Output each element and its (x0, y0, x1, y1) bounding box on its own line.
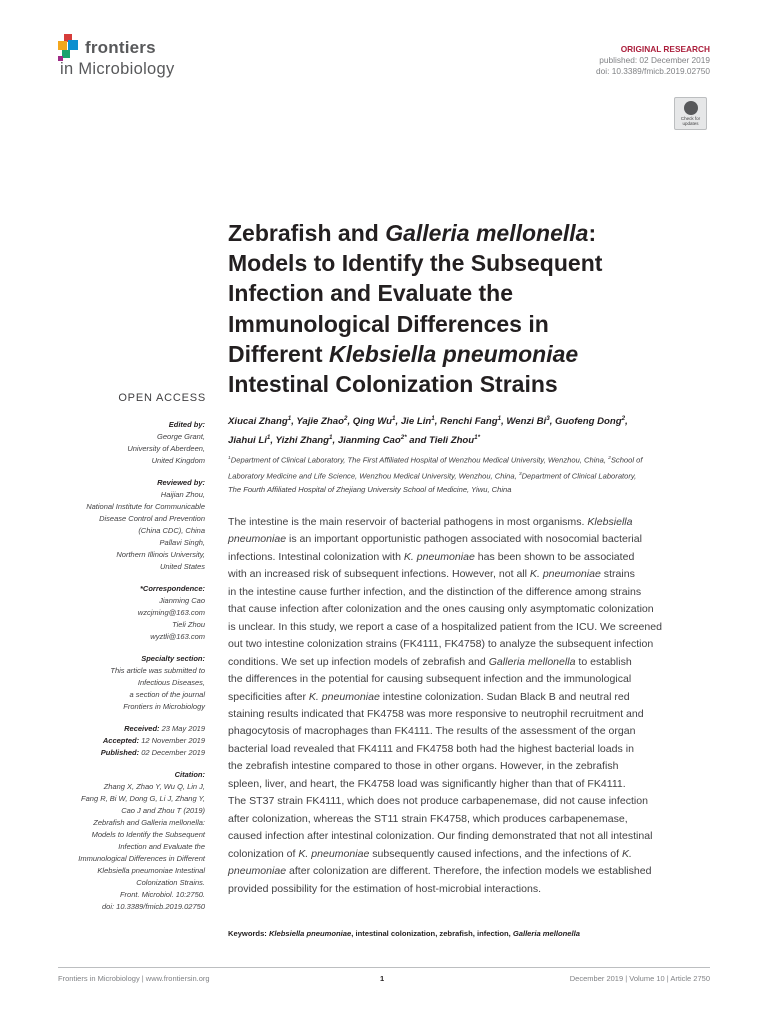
metadata-line: Disease Control and Prevention (99, 514, 205, 523)
metadata-line: Zhang X, Zhao Y, Wu Q, Lin J, (103, 782, 205, 791)
text-line: caused infection after intestinal colonization. Our finding demonstrated that not all intestinal (228, 830, 653, 843)
logo-wordmark-journal: in Microbiology (60, 60, 175, 78)
specialty-section: Specialty section: This article was submitted to Infectious Diseases, a section of the journal Frontiers in Microbiology (52, 653, 205, 713)
metadata-line: doi: 10.3389/fmicb.2019.02750 (102, 902, 205, 911)
metadata-line: Cao J and Zhou T (2019) (121, 806, 205, 815)
frontiers-logo-icon[interactable] (58, 34, 82, 62)
metadata-line: United States (159, 562, 205, 571)
sidebar-metadata (52, 419, 205, 923)
text-line: spleen, liver, and heart, the FK4758 load was significantly higher than that of FK4111. (228, 777, 626, 790)
metadata-line: This article was submitted to (110, 666, 205, 675)
metadata-line: Colonization Strains. (136, 878, 205, 887)
text-line: infections. Intestinal colonization with K. pneumoniae has been shown to be associated (228, 550, 635, 563)
metadata-line: Tieli Zhou (172, 620, 205, 629)
footer-journal[interactable]: Frontiers in Microbiology | www.frontiersin.org (58, 974, 210, 983)
footer-divider (58, 967, 710, 968)
article-header-meta (596, 44, 710, 77)
text-line: conditions. We set up infection models of zebrafish and Galleria mellonella to establish (228, 655, 632, 668)
text-line: $^1$Department of Clinical Laboratory, The First Affiliated Hospital of Wenzhou Medical University, Wenzhou, China, $^2$School of (228, 455, 643, 465)
text-line: out two intestine colonization strains (FK4111, FK4758) to analyze the subsequent infection (228, 638, 654, 651)
text-line: bacterial load revealed that FK4111 and FK4758 both had the highest bacterial loads in (228, 742, 634, 755)
text-line: pneumoniae after colonization are different. Therefore, the infection models we established (228, 865, 652, 878)
published-date-sidebar: Published: 02 December 2019 (100, 748, 205, 757)
check-for-updates-label: Check for updates (680, 116, 701, 126)
text-line: after colonization, whereas the ST11 strain FK4758, which produces carbapenemase, (228, 812, 628, 825)
abstract (228, 514, 712, 898)
specialty-lines (52, 665, 205, 713)
footer-issue-info: December 2019 | Volume 10 | Article 2750 (569, 974, 710, 983)
text-line: the zebrafish intestine compared to those in other organs. However, in the zebrafish (228, 760, 619, 773)
text-line: is unclear. In this study, we report a case of a hospitalized patient from the ICU. We screened (228, 620, 663, 633)
metadata-line: Infection and Evaluate the (118, 842, 205, 851)
text-line: with an increased risk of subsequent infections. However, not all K. pneumoniae strains (228, 568, 635, 581)
page-number: 1 (380, 974, 385, 983)
metadata-line: Models to Identify the Subsequent (91, 830, 205, 839)
text-line: Xiucai Zhang$^1$, Yajie Zhao$^2$, Qing Wu$^1$, Jie Lin$^1$, Renchi Fang$^1$, Wenzi Bi$^3$, Guofeng Dong$^2$, (228, 415, 628, 428)
metadata-line: George Grant, (157, 432, 205, 441)
received-date: Received: 23 May 2019 (124, 724, 205, 733)
metadata-line: Klebsiella pneumoniae Intestinal (97, 866, 205, 875)
metadata-line: Zebrafish and Galleria mellonella: (93, 818, 205, 827)
author-list (228, 411, 713, 448)
affiliations (228, 452, 713, 497)
metadata-line: Jianming Cao (159, 596, 205, 605)
metadata-line: Frontiers in Microbiology (123, 702, 205, 711)
text-line: the differences in the potential for causing subsequent infection and the immunological (228, 673, 632, 686)
editor-lines (52, 431, 205, 467)
metadata-line: Infectious Diseases, (137, 678, 205, 687)
text-line: Different Klebsiella pneumoniae (228, 340, 579, 367)
reviewed-by-section: Reviewed by: Haijian Zhou, National Institute for Communicable Disease Control and Prevention (China CDC), China Pallavi Singh, Northern Illinois University, United States (52, 477, 205, 573)
correspondence-section: *Correspondence: Jianming Cao wzcjming@163.com Tieli Zhou wyztli@163.com (52, 583, 205, 643)
text-line: Jiahui Li$^1$, Yizhi Zhang$^1$, Jianming Cao$^{2*}$ and Tieli Zhou$^{1*}$ (228, 433, 481, 446)
text-line: pneumoniae is an important opportunistic pathogen associated with nosocomial bacterial (228, 533, 642, 546)
article-doi[interactable]: doi: 10.3389/fmicb.2019.02750 (596, 66, 710, 76)
text-line: The intestine is the main reservoir of bacterial pathogens in most organisms. Klebsiella (228, 516, 633, 528)
metadata-line: wzcjming@163.com (137, 608, 205, 617)
metadata-line: Northern Illinois University, (116, 550, 205, 559)
text-line: provided possibility for the estimation of host-microbial interactions. (228, 882, 542, 895)
text-line: Models to Identify the Subsequent (228, 250, 603, 277)
text-line: specificities after K. pneumoniae intestine colonization. Sudan Black B and neutral red (228, 690, 630, 703)
metadata-line: University of Aberdeen, (127, 444, 205, 453)
text-line: Zebrafish and Galleria mellonella: (228, 220, 597, 246)
text-line: Infection and Evaluate the (228, 280, 513, 307)
metadata-line: a section of the journal (129, 690, 205, 699)
metadata-line: (China CDC), China (138, 526, 205, 535)
metadata-line: Pallavi Singh, (159, 538, 205, 547)
text-line: Laboratory Medicine and Life Science, Wenzhou Medical University, Wenzhou, China, $^3$Department of Clinical Laboratory, (228, 471, 637, 481)
accepted-date: Accepted: 12 November 2019 (102, 736, 205, 745)
dates-section (52, 723, 205, 759)
update-check-icon (684, 101, 698, 115)
correspondence-lines[interactable] (52, 595, 205, 643)
text-line: The Fourth Affiliated Hospital of Zhejiang University School of Medicine, Yiwu, China (228, 485, 512, 495)
text-line: that cause infection after colonization and the ones causing only asymptomatic colonization (228, 603, 654, 616)
article-type: ORIGINAL RESEARCH (620, 44, 710, 54)
check-for-updates-badge[interactable] (674, 97, 707, 130)
metadata-line: Fang R, Bi W, Dong G, Li J, Zhang Y, (81, 794, 205, 803)
metadata-line: National Institute for Communicable (86, 502, 205, 511)
reviewer-lines (52, 489, 205, 573)
text-line: colonization of K. pneumoniae subsequently caused infections, and the infections of K. (228, 847, 632, 860)
published-date: published: 02 December 2019 (599, 55, 710, 65)
open-access-label: OPEN ACCESS (118, 392, 206, 404)
article-title (228, 218, 688, 399)
citation-lines (52, 781, 205, 913)
text-line: phagocytosis of macrophages than FK4111. The results of the assessment of the organ (228, 725, 636, 738)
text-line: Intestinal Colonization Strains (228, 371, 558, 398)
text-line: in the intestine cause further infection, and the distinction of the difference among strains (228, 585, 642, 598)
citation-section: Citation: Zhang X, Zhao Y, Wu Q, Lin J, Fang R, Bi W, Dong G, Li J, Zhang Y, Cao J and Zhou T (2019) Zebrafish and Galleria mellonella: Models to Identify the Subsequent Infection and Evaluate the Immunological Differences in Different Klebsiella pneumoniae Intestinal Colonization Strains. Front. Microbiol. 10:2750. doi: 10.3389/fmicb.2019.02750 (52, 769, 205, 913)
metadata-line: Front. Microbiol. 10:2750. (119, 890, 205, 899)
edited-by-section: Edited by: George Grant, University of Aberdeen, United Kingdom (52, 419, 205, 467)
metadata-line: Haijian Zhou, (160, 490, 205, 499)
logo-wordmark-frontiers: frontiers (85, 38, 156, 57)
text-line: The ST37 strain FK4111, which does not produce carbapenemase, did not cause infection (228, 795, 648, 808)
text-line: Immunological Differences in (228, 310, 549, 337)
keywords: Keywords: Klebsiella pneumoniae, intestinal colonization, zebrafish, infection, Galleria mellonella (228, 929, 580, 938)
metadata-line: United Kingdom (151, 456, 205, 465)
text-line: staining results indicated that FK4758 was more responsive to neutrophil recruitment and (228, 707, 644, 720)
metadata-line: wyztli@163.com (150, 632, 205, 641)
metadata-line: Immunological Differences in Different (78, 854, 205, 863)
